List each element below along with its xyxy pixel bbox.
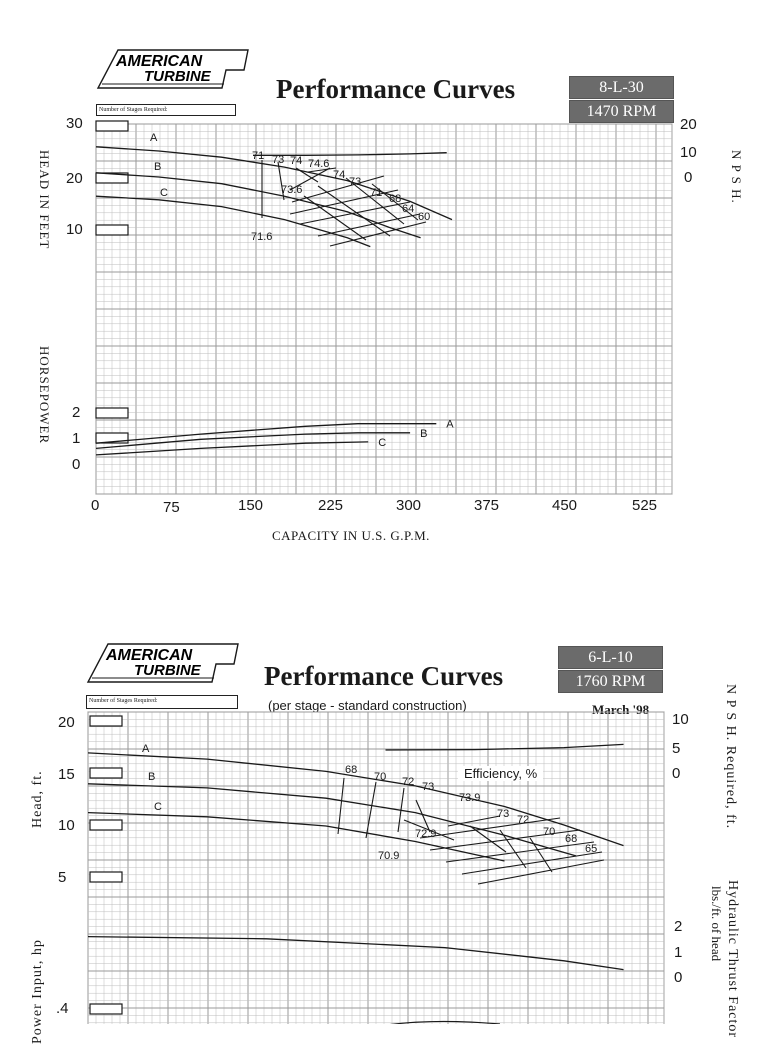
head-tick-10: 10 <box>66 221 83 238</box>
efficiency-label: 73.6 <box>281 184 303 196</box>
rpm-badge: 1470 RPM <box>569 100 674 123</box>
chart-subtitle: (per stage - standard construction) <box>268 698 467 713</box>
efficiency-label: 71 <box>370 187 383 199</box>
axis-tick-tab <box>90 820 122 830</box>
efficiency-title: Efficiency, % <box>458 766 543 781</box>
thrust-tick-2: 2 <box>674 918 683 935</box>
axis-tick-tab <box>90 716 122 726</box>
chart-date: March '98 <box>592 702 650 717</box>
efficiency-contour <box>462 852 602 874</box>
efficiency-label: 60 <box>418 211 431 223</box>
head-tick-5: 5 <box>58 869 67 886</box>
stages-required-field[interactable]: Number of Stages Required: <box>96 104 236 116</box>
efficiency-label: 72.9 <box>415 828 437 840</box>
logo-line-1: AMERICAN <box>106 647 193 664</box>
model-badge: 6-L-10 <box>558 646 663 669</box>
power-tick-04: .4 <box>56 1000 69 1017</box>
logo-line-2: TURBINE <box>134 662 201 679</box>
series-label-B: B <box>154 161 162 173</box>
thrust-tick-0: 0 <box>674 969 683 986</box>
efficiency-label: 73 <box>497 808 510 820</box>
npsh-tick-20: 20 <box>680 116 697 133</box>
x-tick-75: 75 <box>163 499 180 516</box>
hp-tick-1: 1 <box>72 430 81 447</box>
efficiency-label: 70.9 <box>378 850 400 862</box>
axis-tick-tab <box>90 872 122 882</box>
head-tick-10: 10 <box>58 817 75 834</box>
npsh-tick-10: 10 <box>672 711 689 728</box>
npsh-tick-0: 0 <box>672 765 681 782</box>
npsh-tick-10: 10 <box>680 144 697 161</box>
npsh-axis-label: N P S H. <box>729 150 744 204</box>
series-label-C: C <box>160 187 168 199</box>
efficiency-label: 73.9 <box>459 792 481 804</box>
efficiency-label: 73 <box>349 176 362 188</box>
x-tick-375: 375 <box>474 497 500 514</box>
series-label-A: A <box>446 418 454 431</box>
chart-title: Performance Curves <box>264 661 504 691</box>
efficiency-label: 71.6 <box>251 231 273 243</box>
efficiency-label: 70 <box>374 771 387 783</box>
efficiency-label: 74.6 <box>308 158 330 170</box>
x-tick-300: 300 <box>396 497 422 514</box>
efficiency-contour <box>530 838 552 872</box>
horsepower-axis-label: HORSEPOWER <box>37 346 52 445</box>
efficiency-label: 73 <box>272 154 285 166</box>
thrust-axis-label: Hydraulic Thrust Factor <box>725 880 740 1039</box>
x-tick-450: 450 <box>552 497 578 514</box>
efficiency-label: 68 <box>565 833 578 845</box>
head-axis-label: Head, ft. <box>30 770 45 828</box>
head-tick-15: 15 <box>58 766 75 783</box>
rpm-badge: 1760 RPM <box>558 670 663 693</box>
stages-required-field[interactable]: Number of Stages Required: <box>86 695 238 709</box>
thrust-axis-unit: lbs./ft. of head <box>709 886 724 962</box>
hp-tick-2: 2 <box>72 404 81 421</box>
x-tick-0: 0 <box>91 497 100 514</box>
logo-line-2: TURBINE <box>144 68 211 85</box>
head-tick-30: 30 <box>66 115 83 132</box>
efficiency-label: 68 <box>345 764 358 776</box>
npsh-axis-label: N P S H. Required, ft. <box>723 684 738 830</box>
series-label-B: B <box>420 427 428 440</box>
bottom-grid <box>88 712 664 1024</box>
axis-tick-tab <box>90 768 122 778</box>
axis-tick-tab <box>90 1004 122 1014</box>
series-label-A: A <box>142 743 150 755</box>
efficiency-label: 72 <box>402 776 415 788</box>
chart-title: Performance Curves <box>276 74 516 104</box>
head-tick-20: 20 <box>58 714 75 731</box>
npsh-tick-5: 5 <box>672 740 681 757</box>
efficiency-label: 70 <box>543 826 556 838</box>
efficiency-label: 65 <box>585 843 598 855</box>
efficiency-label: 68 <box>389 193 402 205</box>
npsh-tick-0: 0 <box>684 169 693 186</box>
model-badge: 8-L-30 <box>569 76 674 99</box>
series-label-C: C <box>378 436 387 449</box>
x-axis-label: CAPACITY IN U.S. G.P.M. <box>272 528 430 543</box>
series-label-B: B <box>148 771 156 783</box>
efficiency-label: 64 <box>402 203 415 215</box>
head-axis-label: HEAD IN FEET <box>37 150 52 250</box>
x-tick-525: 525 <box>632 497 658 514</box>
efficiency-contour <box>478 860 604 884</box>
head-tick-20: 20 <box>66 170 83 187</box>
series-label-C: C <box>154 801 162 813</box>
efficiency-label: 73 <box>422 781 435 793</box>
thrust-tick-1: 1 <box>674 944 683 961</box>
series-label-A: A <box>150 132 158 144</box>
power-axis-label: Power Input, hp <box>30 939 45 1044</box>
efficiency-label: 71 <box>252 150 265 162</box>
hp-tick-0: 0 <box>72 456 81 473</box>
logo-line-1: AMERICAN <box>116 53 203 70</box>
efficiency-label: 74 <box>333 169 346 181</box>
efficiency-label: 74 <box>290 155 303 167</box>
x-tick-150: 150 <box>238 497 264 514</box>
x-tick-225: 225 <box>318 497 344 514</box>
efficiency-label: 72 <box>517 814 530 826</box>
